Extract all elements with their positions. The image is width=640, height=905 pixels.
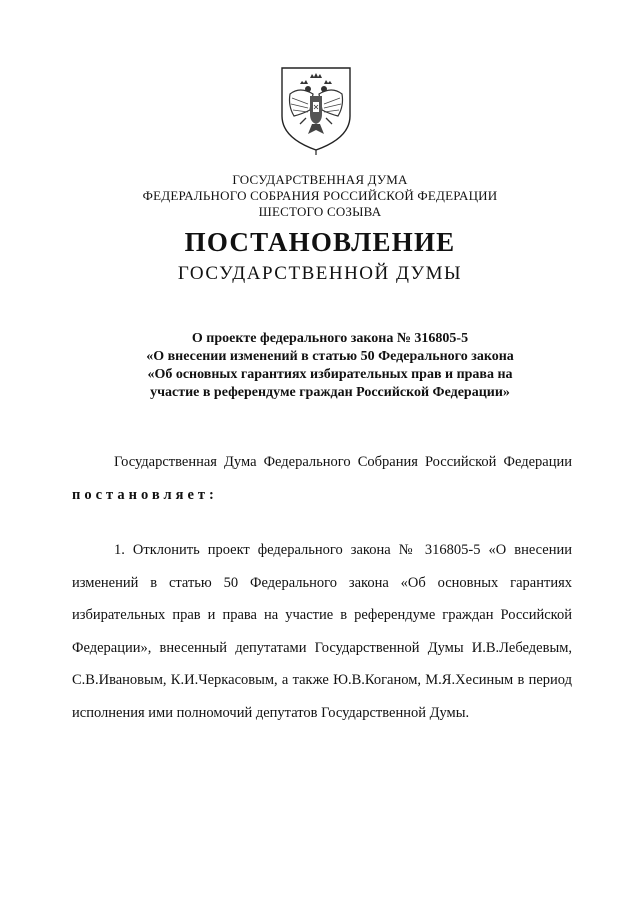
org-name-line-1: ГОСУДАРСТВЕННАЯ ДУМА <box>232 172 408 187</box>
clause-1-text: 1. Отклонить проект федерального закона № 316805-5 «О внесении изменений в статью 50 Федерального закона «Об основных гарантиях избирательных прав и права на участие в референдуме граждан Российской Федерации», внесенный депутатами Государственной Думы И.В.Лебедевым, С.В.Ивановым, К.И.Черкасовым, а также Ю.В.Коганом, М.Я.Хесиным в период исполнения ими полномочий депутатов Государственной Думы. <box>72 542 572 721</box>
subject-line-1: О проекте федерального закона № 316805-5 <box>191 331 469 346</box>
subject-line-3: «Об основных гарантиях избирательных прав и права на <box>147 367 513 382</box>
document-issuer: ГОСУДАРСТВЕННОЙ ДУМЫ <box>177 263 463 284</box>
preamble-verb-line <box>72 479 572 512</box>
subject-line-2: «О внесении изменений в статью 50 Федерального закона <box>146 349 514 364</box>
organization-header <box>40 172 600 220</box>
org-name-line-2: ФЕДЕРАЛЬНОГО СОБРАНИЯ РОССИЙСКОЙ ФЕДЕРАЦИИ <box>142 188 498 203</box>
preamble-text: Государственная Дума Федерального Собрания Российской Федерации <box>114 454 572 470</box>
subject-line-4: участие в референдуме граждан Российской Федерации» <box>150 385 510 400</box>
org-convocation: ШЕСТОГО СОЗЫВА <box>258 204 382 219</box>
resolves-verb: постановляет: <box>72 486 218 503</box>
clause-1 <box>72 534 572 729</box>
document-title <box>40 226 600 286</box>
preamble <box>72 446 572 511</box>
coat-of-arms-icon <box>276 64 356 156</box>
document-subject <box>60 330 600 402</box>
document-type: ПОСТАНОВЛЕНИЕ <box>184 227 456 257</box>
